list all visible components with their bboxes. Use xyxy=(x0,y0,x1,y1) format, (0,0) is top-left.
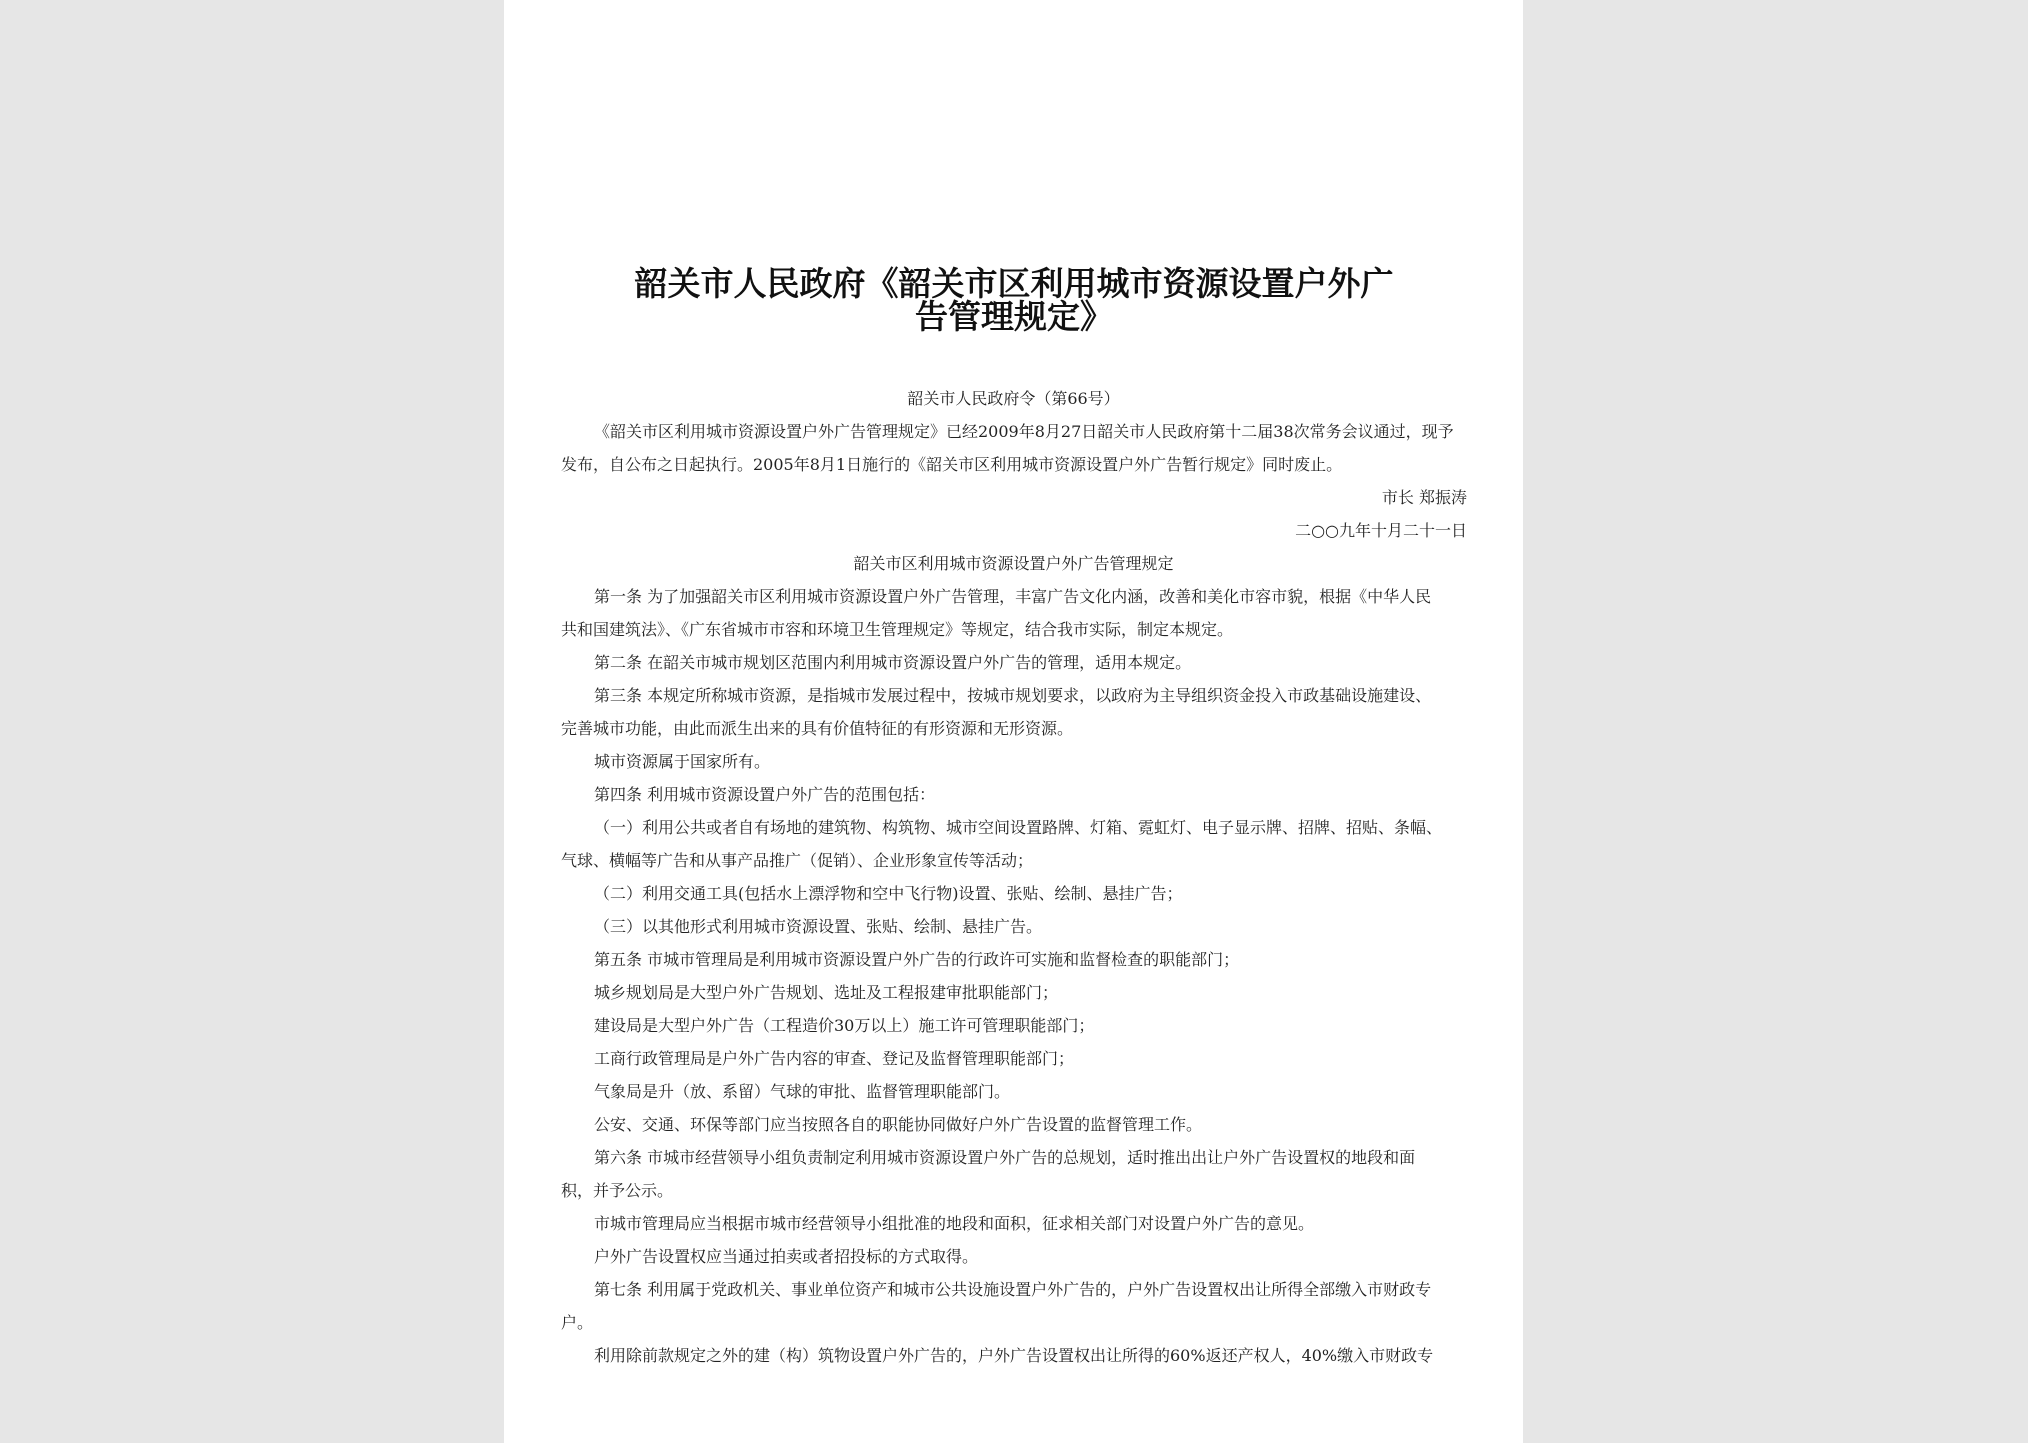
body-line: 利用除前款规定之外的建（构）筑物设置户外广告的，户外广告设置权出让所得的60%返还产权人，40%缴入市财政专 xyxy=(594,1346,1434,1365)
body-line: 城市资源属于国家所有。 xyxy=(594,752,771,771)
body-line: 气象局是升（放、系留）气球的审批、监督管理职能部门。 xyxy=(594,1082,1011,1101)
document-title-line-1: 韶关市人民政府《韶关市区利用城市资源设置户外广 xyxy=(634,264,1394,303)
body-line: （二）利用交通工具(包括水上漂浮物和空中飞行物)设置、张贴、绘制、悬挂广告； xyxy=(594,884,1183,903)
body-line: 户外广告设置权应当通过拍卖或者招投标的方式取得。 xyxy=(594,1247,979,1266)
body-line: 公安、交通、环保等部门应当按照各自的职能协同做好户外广告设置的监督管理工作。 xyxy=(594,1115,1203,1134)
order-number: 韶关市人民政府令（第66号） xyxy=(907,389,1120,408)
body-line: 第二条 在韶关市城市规划区范围内利用城市资源设置户外广告的管理，适用本规定。 xyxy=(594,653,1192,672)
body-line: 共和国建筑法》、《广东省城市市容和环境卫生管理规定》等规定，结合我市实际，制定本规定。 xyxy=(561,620,1234,639)
preamble-line: 《韶关市区利用城市资源设置户外广告管理规定》已经2009年8月27日韶关市人民政府第十二届38次常务会议通过，现予 xyxy=(594,422,1454,441)
regulation-title: 韶关市区利用城市资源设置户外广告管理规定 xyxy=(853,554,1174,573)
body-line: 第一条 为了加强韶关市区利用城市资源设置户外广告管理，丰富广告文化内涵，改善和美化市容市貌，根据《中华人民 xyxy=(594,587,1432,606)
body-line: 第四条 利用城市资源设置户外广告的范围包括： xyxy=(594,785,936,804)
body-line: 工商行政管理局是户外广告内容的审查、登记及监督管理职能部门； xyxy=(594,1049,1075,1068)
body-line: 建设局是大型户外广告（工程造价30万以上）施工许可管理职能部门； xyxy=(594,1016,1095,1035)
body-line: 积，并予公示。 xyxy=(561,1181,674,1200)
body-line: 第七条 利用属于党政机关、事业单位资产和城市公共设施设置户外广告的，户外广告设置权出让所得全部缴入市财政专 xyxy=(594,1280,1432,1299)
body-line: 城乡规划局是大型户外广告规划、选址及工程报建审批职能部门； xyxy=(594,983,1059,1002)
body-line: 气球、横幅等广告和从事产品推广（促销）、企业形象宣传等活动； xyxy=(561,851,1034,870)
body-line: 第五条 市城市管理局是利用城市资源设置户外广告的行政许可实施和监督检查的职能部门； xyxy=(594,950,1240,969)
preamble-line: 发布，自公布之日起执行。2005年8月1日施行的《韶关市区利用城市资源设置户外广告暂行规定》同时废止。 xyxy=(561,455,1343,474)
body-line: （一）利用公共或者自有场地的建筑物、构筑物、城市空间设置路牌、灯箱、霓虹灯、电子显示牌、招牌、招贴、条幅、 xyxy=(594,818,1443,837)
body-line: 第三条 本规定所称城市资源，是指城市发展过程中，按城市规划要求，以政府为主导组织资金投入市政基础设施建设、 xyxy=(594,686,1432,705)
issue-date: 二○○九年十月二十一日 xyxy=(1295,521,1467,540)
body-line: （三）以其他形式利用城市资源设置、张贴、绘制、悬挂广告。 xyxy=(594,917,1043,936)
document-page xyxy=(504,0,1523,1443)
signatory: 市长 郑振涛 xyxy=(1381,488,1467,507)
body-line: 户。 xyxy=(561,1313,594,1332)
body-line: 市城市管理局应当根据市城市经营领导小组批准的地段和面积，征求相关部门对设置户外广告的意见。 xyxy=(594,1214,1315,1233)
body-line: 第六条 市城市经营领导小组负责制定利用城市资源设置户外广告的总规划，适时推出出让户外广告设置权的地段和面 xyxy=(594,1148,1416,1167)
document-title-line-2: 告管理规定》 xyxy=(915,297,1113,336)
body-line: 完善城市功能，由此而派生出来的具有价值特征的有形资源和无形资源。 xyxy=(561,719,1074,738)
